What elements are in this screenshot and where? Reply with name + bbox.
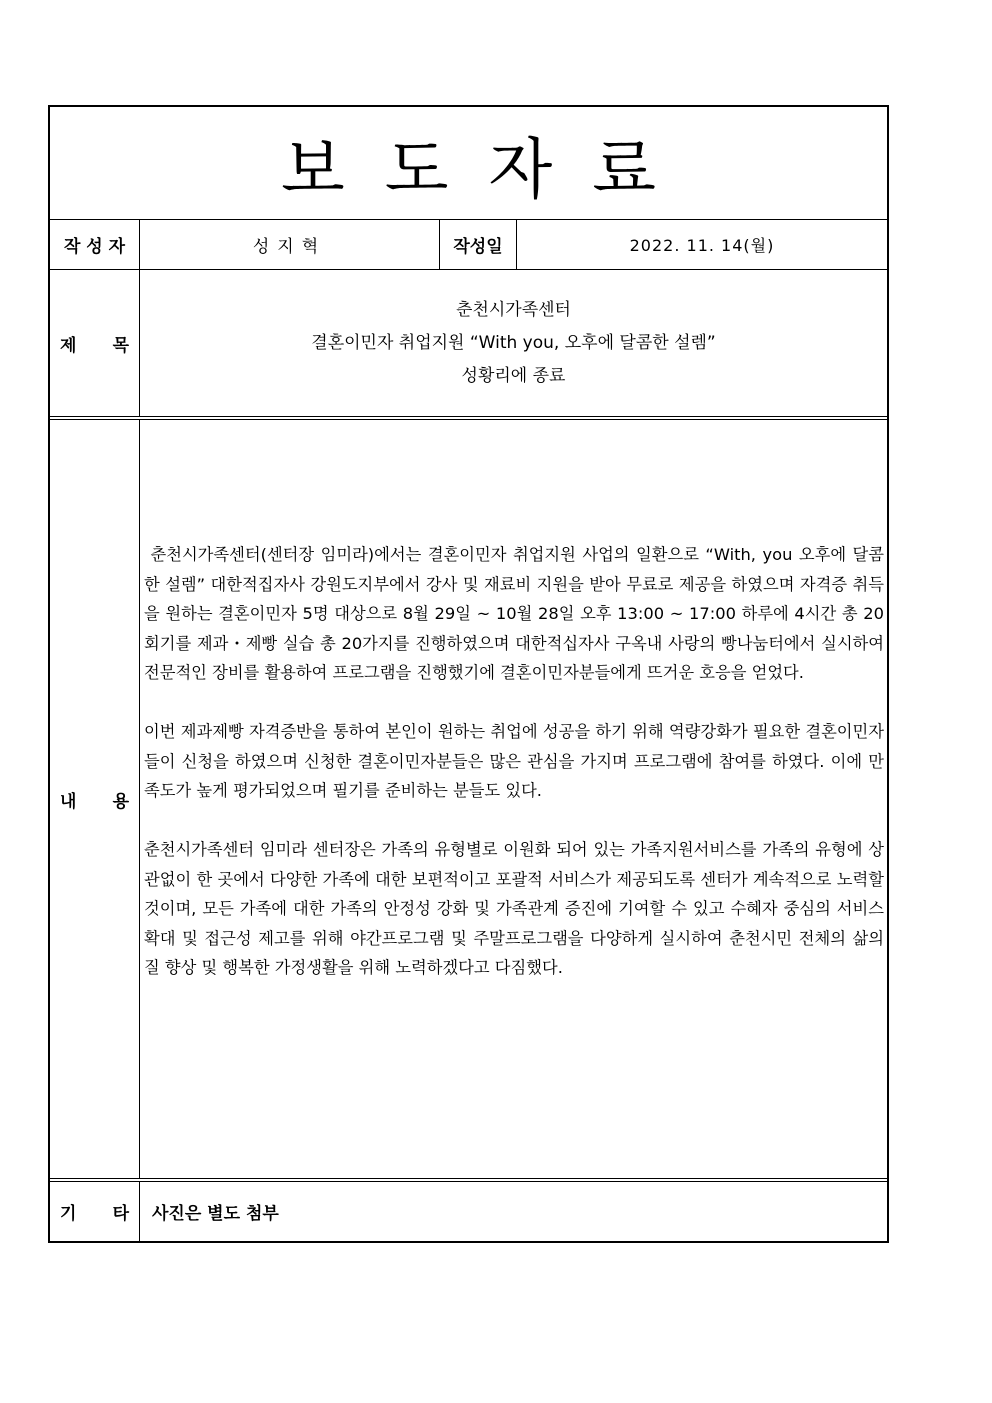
- date-label: 작성일: [440, 220, 517, 269]
- date-value: 2022. 11. 14(월): [629, 236, 775, 255]
- content-label-left: 내: [60, 791, 77, 812]
- etc-value: 사진은 별도 첨부: [152, 1204, 279, 1224]
- subject-label-right: 목: [112, 335, 129, 356]
- content-row: [50, 420, 890, 1182]
- etc-row: [50, 1182, 887, 1241]
- author-row: [50, 220, 887, 270]
- author-label: 작 성 자: [50, 220, 140, 269]
- subject-line-3: 성황리에 종료: [461, 365, 566, 386]
- content-paragraph-3: 춘천시가족센터 임미라 센터장은 가족의 유형별로 이원화 되어 있는 가족지원서비스를 가족의 유형에 상관없이 한 곳에서 다양한 가족에 대한 보편적이고 포괄적 서비스가 제공되도록 센터가 계속적으로 노력할 것이며, 모든 가족에 대한 가족의 안정성 강화 및 가족관계 증진에 기여할 수 있고 수혜자 중심의 서비스 확대 및 접근성 제고를 위해 야간프로그램 및 주말프로그램을 다양하게 실시하여 춘천시민 전체의 삶의 질 향상 및 행복한 가정생활을 위해 노력하겠다고 다짐했다.: [144, 840, 884, 977]
- subject-label-left: 제: [60, 335, 77, 356]
- title-row: [50, 107, 887, 220]
- document-title: 보도자료: [280, 130, 697, 208]
- etc-label-right: 타: [112, 1204, 129, 1224]
- subject-row: [50, 270, 887, 420]
- subject-line-1: 춘천시가족센터: [456, 299, 571, 320]
- etc-label: [50, 1182, 140, 1241]
- content-body: [140, 420, 890, 1178]
- subject-label: [50, 270, 140, 416]
- press-release-form: [48, 105, 889, 1243]
- content-paragraph-2: 이번 제과제빵 자격증반을 통하여 본인이 원하는 취업에 성공을 하기 위해 역량강화가 필요한 결혼이민자들이 신청을 하였으며 신청한 결혼이민자분들은 많은 관심을 가지며 프로그램에 참여를 하였다. 이에 만족도가 높게 평가되었으며 필기를 준비하는 분들도 있다.: [144, 722, 884, 800]
- author-name: 성지혁: [140, 220, 440, 269]
- subject-text: [140, 270, 887, 416]
- etc-label-left: 기: [60, 1204, 77, 1224]
- content-label-right: 용: [112, 791, 129, 812]
- content-paragraph-1: 춘천시가족센터(센터장 임미라)에서는 결혼이민자 취업지원 사업의 일환으로 “With, you 오후에 달콤한 설렘” 대한적집자사 강원도지부에서 강사 및 재료비 지원을 받아 무료로 제공을 하였으며 자격증 취득을 원하는 결혼이민자 5명 대상으로 8월 29일 ~ 10월 28일 오후 13:00 ~ 17:00 하루에 4시간 총 20회기를 제과・제빵 실습 총 20가지를 진행하였으며 대한적십자사 구옥내 사랑의 빵나눔터에서 실시하여 전문적인 장비를 활용하여 프로그램을 진행했기에 결혼이민자분들에게 뜨거운 호응을 얻었다.: [144, 545, 890, 682]
- subject-line-2: 결혼이민자 취업지원 “With you, 오후에 달콤한 설렘”: [311, 332, 716, 353]
- content-label: [50, 420, 140, 1178]
